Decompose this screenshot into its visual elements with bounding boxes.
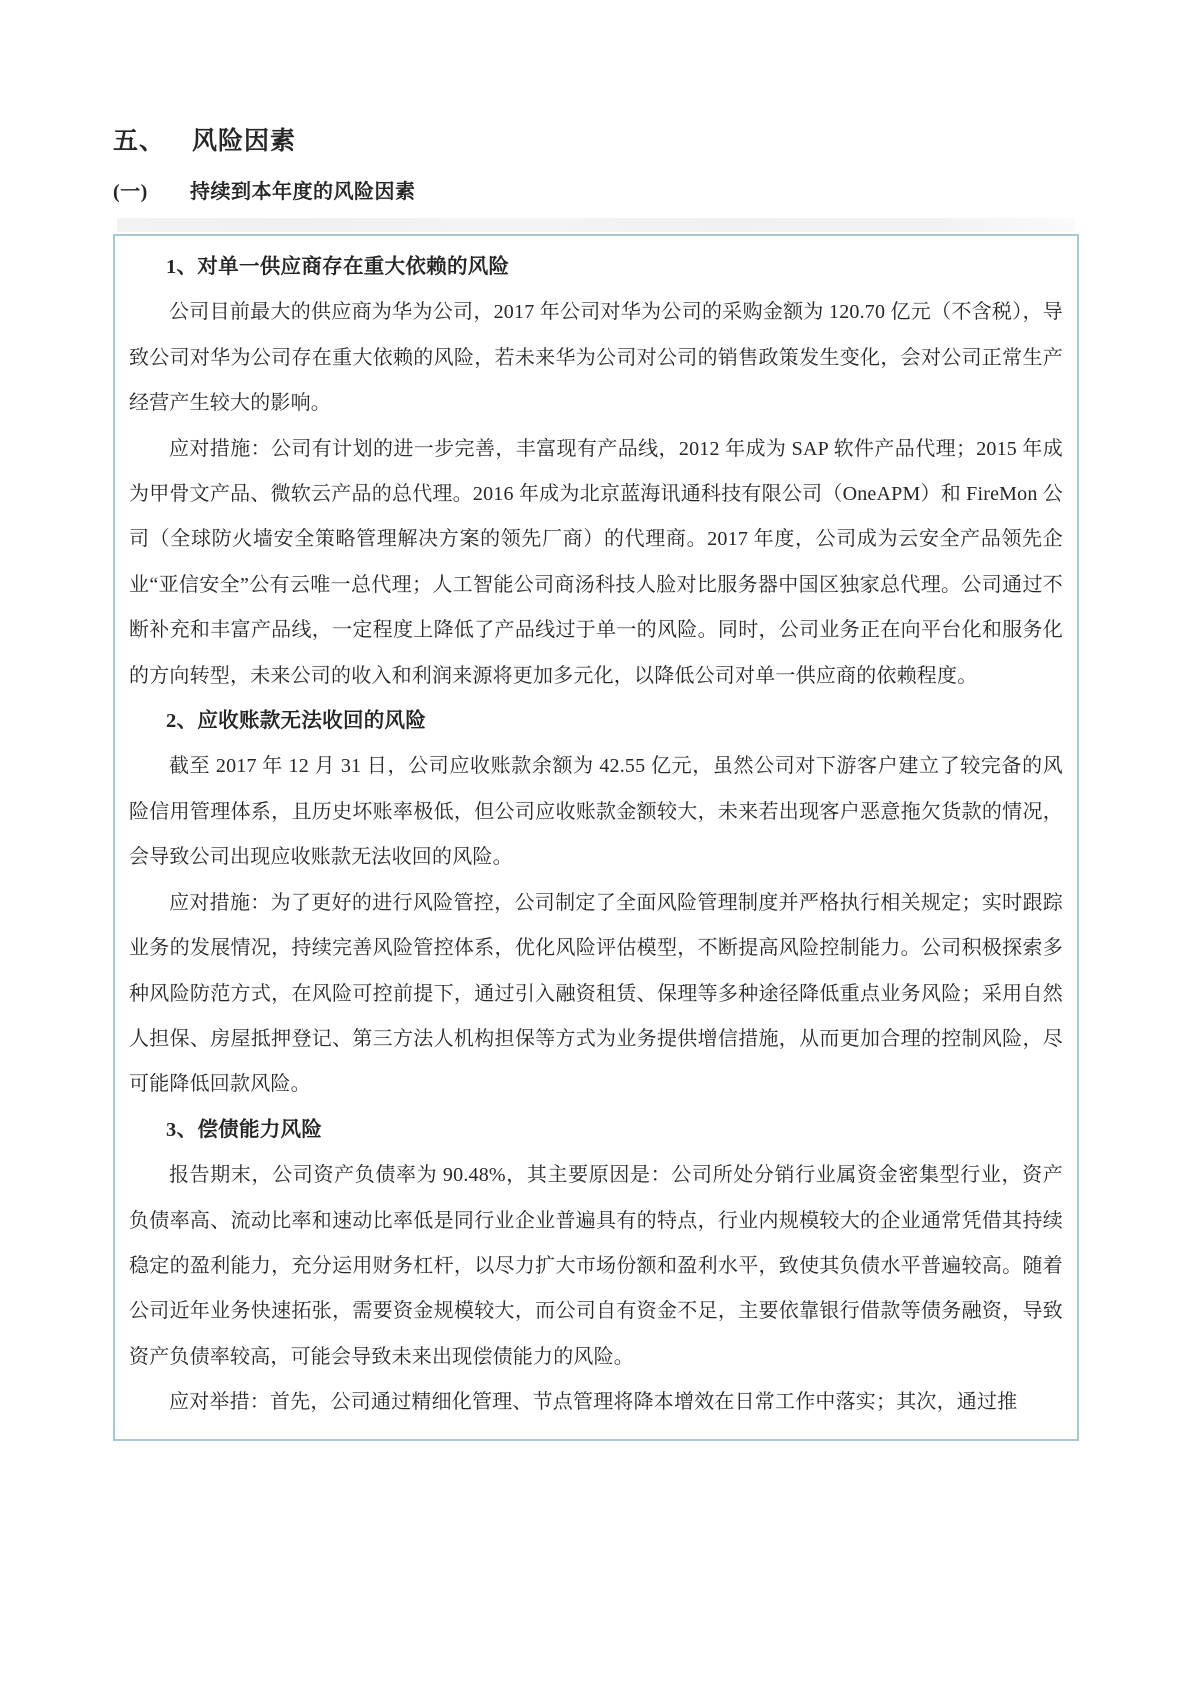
risk-3-response-paragraph: 应对举措：首先，公司通过精细化管理、节点管理将降本增效在日常工作中落实；其次，通过推 [169,1391,1018,1414]
risk-2-heading: 2、应收账款无法收回的风险 [166,710,427,733]
risk-1-heading: 1、对单一供应商存在重大依赖的风险 [166,256,510,278]
subsection-title: 持续到本年度的风险因素 [190,181,416,203]
subsection-number: (一) [113,181,148,203]
risk-3-description-paragraph: 报告期末，公司资产负债率为 90.48%，其主要原因是：公司所处分销行业属资金密集型行业，资产负债率高、流动比率和速动比率低是同行业企业普遍具有的特点，行业内规模较大的企业通常凭借其持续稳定的盈利能力，充分运用财务杠杆，以尽力扩大市场份额和盈利水平，致使其负债水平普遍较高。随着公司近年业务快速拓张，需要资金规模较大，而公司自有资金不足，主要依靠银行借款等债务融资，导致资产负债率较高，可能会导致未来出现偿债能力的风险。 [129,1164,1063,1368]
section-heading [113,128,1079,156]
risk-3-heading: 3、偿债能力风险 [166,1118,323,1141]
risk-2-description-paragraph: 截至 2017 年 12 月 31 日，公司应收账款余额为 42.55 亿元，虽然公司对下游客户建立了较完备的风险信用管理体系，且历史坏账率极低，但公司应收账款金额较大，未来若出现客户恶意拖欠货款的情况，会导致公司出现应收账款无法收回的风险。 [129,755,1063,869]
risk-2-response-paragraph: 应对措施：为了更好的进行风险管控，公司制定了全面风险管理制度并严格执行相关规定；实时跟踪业务的发展情况，持续完善风险管控体系，优化风险评估模型，不断提高风险控制能力。公司积极探索多种风险防范方式，在风险可控前提下，通过引入融资租赁、保理等多种途径降低重点业务风险；采用自然人担保、房屋抵押登记、第三方法人机构担保等方式为业务提供增信措施，从而更加合理的控制风险，尽可能降低回款风险。 [129,891,1063,1096]
section-title: 风险因素 [192,128,297,155]
risk-factors-box [113,234,1079,1441]
scan-artifact-band [117,218,1075,232]
subsection-heading [113,180,1079,204]
risk-1-response-paragraph: 应对措施：公司有计划的进一步完善，丰富现有产品线，2012 年成为 SAP 软件产品代理；2015 年成为甲骨文产品、微软云产品的总代理。2016 年成为北京蓝海讯通科技有限公司（OneAPM）和 FireMon 公司（全球防火墙安全策略管理解决方案的领先厂商）的代理商。2017 年度，公司成为云安全产品领先企业“亚信安全”公有云唯一总代理；人工智能公司商汤科技人脸对比服务器中国区独家总代理。公司通过不断补充和丰富产品线，一定程度上降低了产品线过于单一的风险。同时，公司业务正在向平台化和服务化的方向转型，未来公司的收入和利润来源将更加多元化，以降低公司对单一供应商的依赖程度。 [129,437,1063,687]
risk-1-description-paragraph: 公司目前最大的供应商为华为公司，2017 年公司对华为公司的采购金额为 120.70 亿元（不含税），导致公司对华为公司存在重大依赖的风险，若未来华为公司对公司的销售政策发生变化，会对公司正常生产经营产生较大的影响。 [129,301,1063,415]
document-page [113,128,1079,1441]
section-number: 五、 [113,128,166,155]
